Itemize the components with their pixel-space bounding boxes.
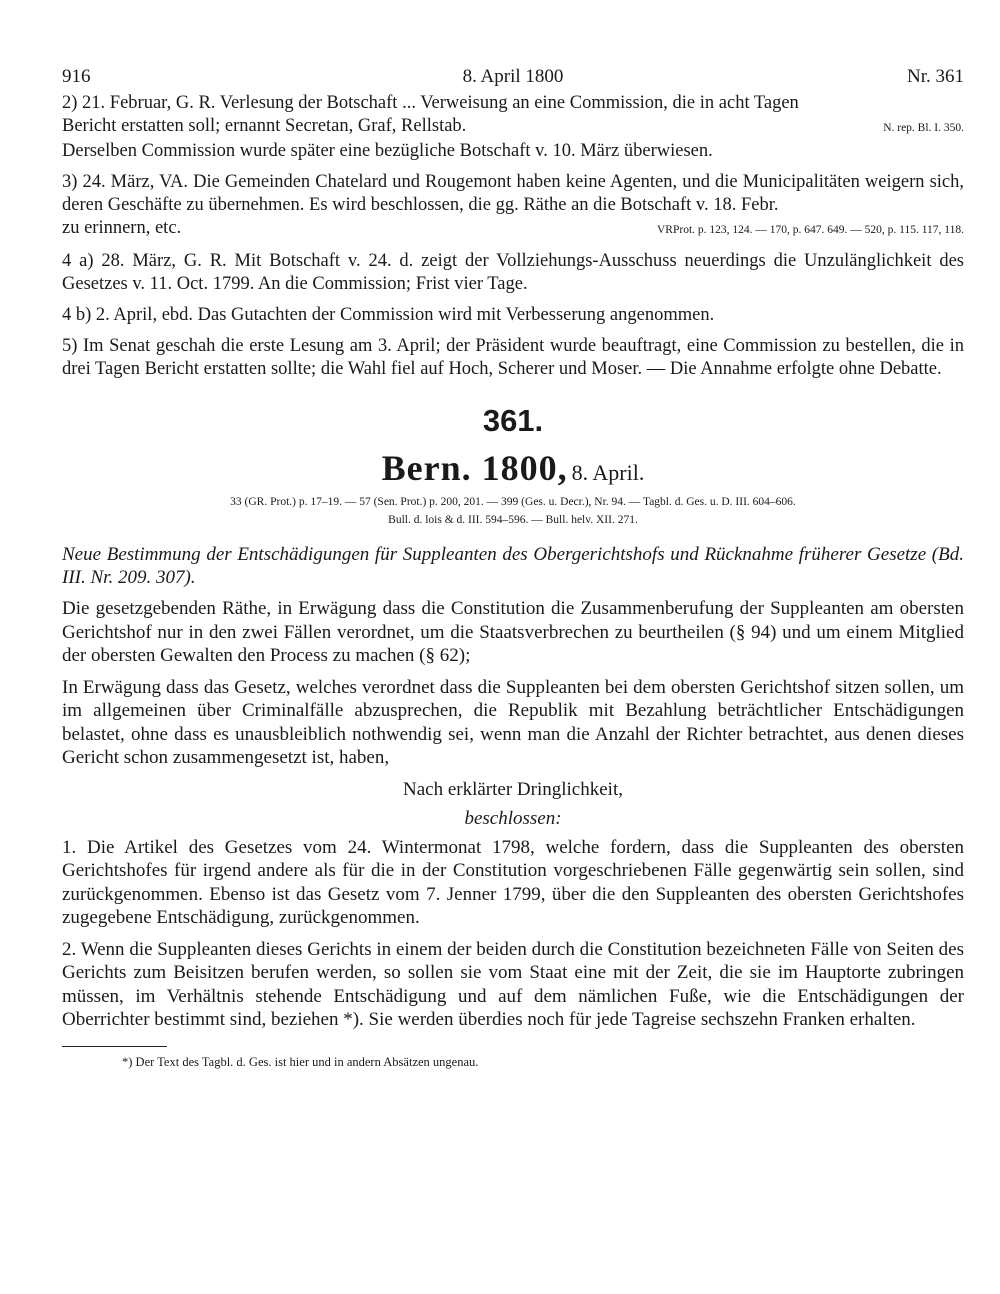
entry-ref-line — [62, 115, 964, 140]
header-doc-number: Nr. 361 — [907, 66, 964, 87]
document-subject: Neue Bestimmung der Entschädigungen für Suppleanten des Obergerichtshofs und Rücknahme früherer Gesetze (Bd. III. Nr. 209. 307). — [62, 544, 964, 588]
entry-reference: VRProt. p. 123, 124. — 170, p. 647. 649. — 520, p. 115. 117, 118. — [657, 224, 964, 236]
entry-text: 3) 24. März, VA. Die Gemeinden Chatelard und Rougemont haben keine Agenten, und die Municipalitäten weigern sich, deren Geschäfte zu übernehmen. Es wird beschlossen, die gg. Räthe an die Botschaft v. 18. Febr. — [62, 172, 964, 215]
article-1: 1. Die Artikel des Gesetzes vom 24. Wintermonat 1798, welche fordern, dass die Suppleanten des obersten Gerichtshofes für irgend andere als für die in der Constitution vorgeschriebenen Fälle gegenwärtig sein sollen, sind zurückgenommen. Ebenso ist das Gesetz vom 7. Jenner 1799, über die den Suppleanten des obersten Gerichtshofes zugegebene Entschädigung, zurückgenommen. — [62, 836, 964, 928]
document-number: 361. — [482, 403, 544, 438]
entry-4b — [62, 304, 964, 327]
entry-text: 2) 21. Februar, G. R. Verlesung der Botschaft ... Verweisung an eine Commission, die in acht Tagen — [62, 93, 799, 113]
footnote-divider — [62, 1046, 167, 1047]
document-place-date — [62, 447, 964, 491]
preamble-paragraph: In Erwägung dass das Gesetz, welches verordnet dass die Suppleanten bei dem obersten Gerichtshof sitzen sollen, um im allgemeinen über Criminalfälle abzusprechen, die Republik mit Bezahlung beträchtlicher Entschädigungen belastet, ohne dass es unausbleiblich nothwendig sei, wenn man die Anzahl der Richter betrachtet, aus denen dieses Gericht schon zusammengesetzt ist, haben, — [62, 676, 964, 768]
page-number: 916 — [62, 66, 91, 87]
entry-text: Bericht erstatten soll; ernannt Secretan, Graf, Rellstab. — [62, 116, 467, 136]
page — [62, 66, 964, 1070]
entry-5 — [62, 335, 964, 381]
sources-line: Bull. d. lois & d. III. 594–596. — Bull. helv. XII. 271. — [388, 514, 638, 526]
document-place: Bern. 1800, — [381, 448, 568, 488]
footnote: *) Der Text des Tagbl. d. Ges. ist hier und in andern Absätzen ungenau. — [122, 1054, 479, 1069]
entry-text: Derselben Commission wurde später eine bezügliche Botschaft v. 10. März überwiesen. — [62, 141, 713, 161]
page-header — [62, 66, 964, 92]
entry-reference: N. rep. Bl. I. 350. — [883, 122, 964, 134]
entry-text: 4 a) 28. März, G. R. Mit Botschaft v. 24. d. zeigt der Vollziehungs-Ausschuss neuerdings die Unzulänglichkeit des Gesetzes v. 11. Oct. 1799. An die Commission; Frist vier Tage. — [62, 251, 964, 294]
entry-ref-line — [62, 217, 964, 242]
document-sources — [62, 493, 964, 529]
urgency-line: Nach erklärter Dringlichkeit, — [403, 778, 623, 800]
entry-text: 4 b) 2. April, ebd. Das Gutachten der Commission wird mit Verbesserung angenommen. — [62, 305, 715, 325]
prior-entries — [62, 92, 964, 381]
article-2: 2. Wenn die Suppleanten dieses Gerichts in einem der beiden durch die Constitution bezeichneten Fälle von Seiten des Gerichts zum Beisitzen berufen werden, so sollen sie vom Staat eine mit der Zeit, die sie im Hauptorte zubringen müssen, im Verhältnis stehende Entschädigung und auf dem nämlichen Fuße, wie die Entschädigungen der Oberrichter bestimmt sind, beziehen *). Sie werden überdies noch für jede Tagreise sechszehn Franken erhalten. — [62, 938, 964, 1030]
document-date: 8. April. — [571, 460, 645, 485]
entry-text: zu erinnern, etc. — [62, 218, 182, 238]
entry-2 — [62, 92, 964, 163]
entry-3 — [62, 171, 964, 242]
entry-4a — [62, 250, 964, 296]
header-date: 8. April 1800 — [462, 66, 564, 87]
entry-text: 5) Im Senat geschah die erste Lesung am 3. April; der Präsident wurde beauftragt, eine Commission zu bestellen, die in drei Tagen Bericht erstatten sollte; die Wahl fiel auf Hoch, Scherer und Moser. — Die Annahme erfolgte ohne Debatte. — [62, 336, 964, 379]
sources-line: 33 (GR. Prot.) p. 17–19. — 57 (Sen. Prot.) p. 200, 201. — 399 (Ges. u. Decr.), Nr. 94. — Tagbl. d. Ges. u. D. III. 604–606. — [230, 496, 796, 508]
preamble-paragraph: Die gesetzgebenden Räthe, in Erwägung dass die Constitution die Zusammenberufung der Suppleanten am obersten Gerichtshof nur in den zwei Fällen verordnet, um die Staatsverbrechen zu beurtheilen (§ 94) und um einem Mitglied der obersten Gewalten den Process zu machen (§ 62); — [62, 598, 964, 666]
resolved-line: beschlossen: — [464, 807, 562, 829]
